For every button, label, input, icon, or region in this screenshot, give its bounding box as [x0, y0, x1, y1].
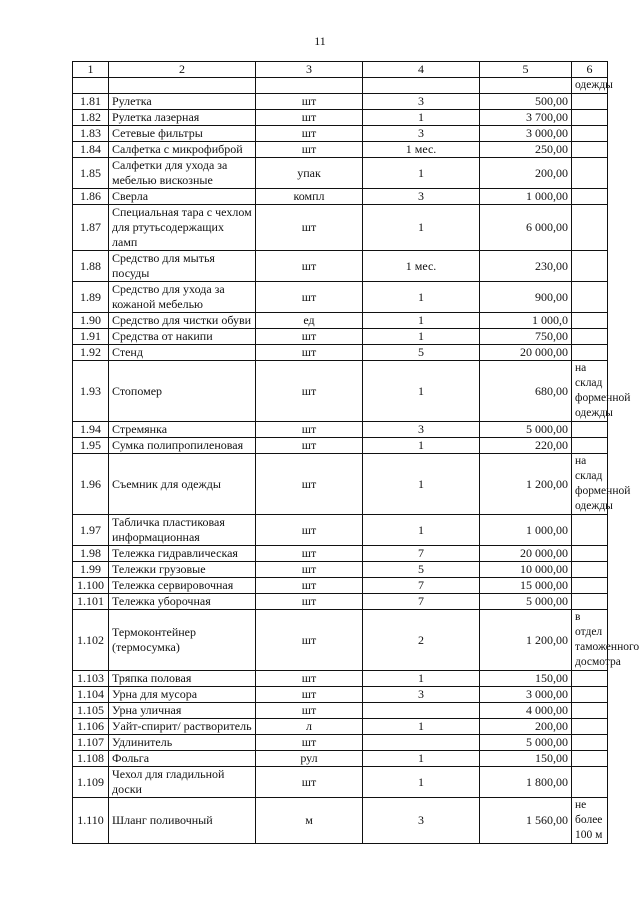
table-row [73, 329, 608, 345]
item-name: Фольга [109, 751, 256, 767]
item-quantity: 7 [363, 546, 480, 562]
item-price: 1 000,00 [480, 515, 572, 546]
table-row [73, 798, 608, 844]
table-row [73, 110, 608, 126]
item-price: 15 000,00 [480, 578, 572, 594]
item-quantity: 3 [363, 189, 480, 205]
column-header-6: 6 [572, 62, 608, 78]
item-quantity: 5 [363, 562, 480, 578]
item-note [572, 189, 608, 205]
item-price: 680,00 [480, 361, 572, 422]
item-quantity: 1 [363, 767, 480, 798]
item-name: Термоконтейнер (термосумка) [109, 610, 256, 671]
item-quantity: 1 [363, 751, 480, 767]
item-note [572, 546, 608, 562]
row-number: 1.110 [73, 798, 109, 844]
item-quantity: 1 мес. [363, 251, 480, 282]
table-row [73, 438, 608, 454]
item-unit: шт [256, 454, 363, 515]
table-row [73, 282, 608, 313]
item-price: 3 700,00 [480, 110, 572, 126]
item-note [572, 345, 608, 361]
table-row [73, 562, 608, 578]
item-note: в отдел таможенного досмотра [572, 610, 608, 671]
item-name: Уайт-спирит/ растворитель [109, 719, 256, 735]
table-row [73, 345, 608, 361]
item-unit: шт [256, 329, 363, 345]
item-unit: шт [256, 110, 363, 126]
item-quantity: 1 мес. [363, 142, 480, 158]
item-unit: шт [256, 94, 363, 110]
item-note [572, 126, 608, 142]
item-note: на склад форменной одежды [572, 361, 608, 422]
item-note [572, 313, 608, 329]
item-name: Съемник для одежды [109, 454, 256, 515]
item-price: 1 200,00 [480, 454, 572, 515]
item-note [572, 719, 608, 735]
item-name: Сетевые фильтры [109, 126, 256, 142]
row-number: 1.103 [73, 671, 109, 687]
item-quantity: 3 [363, 126, 480, 142]
item-quantity: 1 [363, 282, 480, 313]
item-note [572, 515, 608, 546]
item-quantity: 1 [363, 719, 480, 735]
row-number: 1.85 [73, 158, 109, 189]
continuation-note: одежды [572, 78, 608, 94]
item-unit: шт [256, 610, 363, 671]
item-note [572, 735, 608, 751]
item-price: 1 800,00 [480, 767, 572, 798]
item-unit: шт [256, 282, 363, 313]
item-note [572, 282, 608, 313]
item-price: 150,00 [480, 671, 572, 687]
item-name: Средство для мытья посуды [109, 251, 256, 282]
item-name: Тряпка половая [109, 671, 256, 687]
item-unit: шт [256, 361, 363, 422]
row-number: 1.81 [73, 94, 109, 110]
item-price: 4 000,00 [480, 703, 572, 719]
item-note [572, 562, 608, 578]
table-row [73, 578, 608, 594]
item-note [572, 578, 608, 594]
table-row [73, 546, 608, 562]
item-unit: шт [256, 687, 363, 703]
item-unit: шт [256, 703, 363, 719]
item-quantity: 3 [363, 687, 480, 703]
table-row [73, 454, 608, 515]
item-note [572, 110, 608, 126]
item-unit: шт [256, 735, 363, 751]
item-unit: шт [256, 515, 363, 546]
item-note: не более 100 м [572, 798, 608, 844]
row-number: 1.95 [73, 438, 109, 454]
item-name: Тележка гидравлическая [109, 546, 256, 562]
row-number: 1.99 [73, 562, 109, 578]
item-price: 750,00 [480, 329, 572, 345]
item-quantity: 7 [363, 594, 480, 610]
table-row [73, 671, 608, 687]
item-unit: шт [256, 594, 363, 610]
item-price: 900,00 [480, 282, 572, 313]
item-quantity: 3 [363, 422, 480, 438]
item-name: Стремянка [109, 422, 256, 438]
row-number: 1.105 [73, 703, 109, 719]
row-number: 1.84 [73, 142, 109, 158]
item-note [572, 594, 608, 610]
item-unit: ед [256, 313, 363, 329]
item-quantity: 1 [363, 515, 480, 546]
item-name: Стопомер [109, 361, 256, 422]
item-name: Рулетка лазерная [109, 110, 256, 126]
item-quantity: 1 [363, 361, 480, 422]
item-note [572, 251, 608, 282]
row-number: 1.94 [73, 422, 109, 438]
table-row [73, 703, 608, 719]
item-price: 500,00 [480, 94, 572, 110]
item-unit: шт [256, 205, 363, 251]
table-row [73, 515, 608, 546]
item-price: 5 000,00 [480, 422, 572, 438]
item-name: Средства от накипи [109, 329, 256, 345]
item-price: 200,00 [480, 158, 572, 189]
item-price: 1 000,0 [480, 313, 572, 329]
table-row [73, 189, 608, 205]
item-unit: шт [256, 251, 363, 282]
item-name: Тележка сервировочная [109, 578, 256, 594]
row-number: 1.100 [73, 578, 109, 594]
item-name: Тележки грузовые [109, 562, 256, 578]
table-row [73, 361, 608, 422]
item-unit: шт [256, 767, 363, 798]
item-quantity: 1 [363, 313, 480, 329]
item-quantity: 1 [363, 110, 480, 126]
row-number: 1.86 [73, 189, 109, 205]
item-unit: упак [256, 158, 363, 189]
item-unit: м [256, 798, 363, 844]
item-quantity: 1 [363, 671, 480, 687]
row-number: 1.87 [73, 205, 109, 251]
page-number: 11 [314, 34, 326, 48]
item-note [572, 703, 608, 719]
item-price: 20 000,00 [480, 345, 572, 361]
row-number: 1.89 [73, 282, 109, 313]
item-quantity: 1 [363, 158, 480, 189]
item-unit: шт [256, 422, 363, 438]
row-number: 1.88 [73, 251, 109, 282]
row-number: 1.102 [73, 610, 109, 671]
row-number: 1.106 [73, 719, 109, 735]
item-name: Средство для ухода за кожаной мебелью [109, 282, 256, 313]
table-row [73, 751, 608, 767]
item-quantity [363, 735, 480, 751]
row-number: 1.93 [73, 361, 109, 422]
item-unit: шт [256, 345, 363, 361]
item-quantity [363, 703, 480, 719]
item-note [572, 422, 608, 438]
table-row [73, 687, 608, 703]
item-unit: шт [256, 671, 363, 687]
item-unit: шт [256, 578, 363, 594]
item-name: Стенд [109, 345, 256, 361]
row-number: 1.101 [73, 594, 109, 610]
item-quantity: 1 [363, 438, 480, 454]
item-quantity: 1 [363, 329, 480, 345]
item-name: Салфетка с микрофиброй [109, 142, 256, 158]
table-row [73, 313, 608, 329]
item-name: Табличка пластиковая информационная [109, 515, 256, 546]
item-name: Урна для мусора [109, 687, 256, 703]
item-name: Специальная тара с чехлом для ртутьсодержащих ламп [109, 205, 256, 251]
item-price: 5 000,00 [480, 735, 572, 751]
item-price: 150,00 [480, 751, 572, 767]
item-unit: шт [256, 562, 363, 578]
table-row [73, 158, 608, 189]
table-row [73, 205, 608, 251]
item-price: 220,00 [480, 438, 572, 454]
row-number: 1.104 [73, 687, 109, 703]
item-price: 20 000,00 [480, 546, 572, 562]
item-unit: шт [256, 126, 363, 142]
row-number: 1.97 [73, 515, 109, 546]
item-price: 3 000,00 [480, 126, 572, 142]
item-name: Удлинитель [109, 735, 256, 751]
item-note [572, 751, 608, 767]
table-header [73, 62, 608, 78]
item-name: Сумка полипропиленовая [109, 438, 256, 454]
item-name: Сверла [109, 189, 256, 205]
item-price: 3 000,00 [480, 687, 572, 703]
row-number: 1.109 [73, 767, 109, 798]
item-unit: шт [256, 546, 363, 562]
item-note: на склад форменной одежды [572, 454, 608, 515]
item-note [572, 767, 608, 798]
table-row [73, 719, 608, 735]
column-header-2: 2 [109, 62, 256, 78]
item-unit: л [256, 719, 363, 735]
column-header-1: 1 [73, 62, 109, 78]
table-row [73, 126, 608, 142]
item-name: Чехол для гладильной доски [109, 767, 256, 798]
item-price: 200,00 [480, 719, 572, 735]
item-quantity: 3 [363, 94, 480, 110]
item-note [572, 687, 608, 703]
item-name: Средство для чистки обуви [109, 313, 256, 329]
item-price: 1 000,00 [480, 189, 572, 205]
row-number: 1.92 [73, 345, 109, 361]
item-price: 10 000,00 [480, 562, 572, 578]
item-unit: компл [256, 189, 363, 205]
item-quantity: 5 [363, 345, 480, 361]
item-name: Салфетки для ухода за мебелью вискозные [109, 158, 256, 189]
row-number: 1.82 [73, 110, 109, 126]
items-table [72, 61, 640, 844]
continuation-row [73, 78, 608, 94]
table-row [73, 735, 608, 751]
table-body [73, 78, 640, 844]
item-price: 1 200,00 [480, 610, 572, 671]
item-note [572, 671, 608, 687]
column-header-3: 3 [256, 62, 363, 78]
table-row [73, 422, 608, 438]
item-name: Рулетка [109, 94, 256, 110]
item-quantity: 1 [363, 454, 480, 515]
item-unit: рул [256, 751, 363, 767]
table-row [73, 610, 608, 671]
item-quantity: 3 [363, 798, 480, 844]
row-number: 1.108 [73, 751, 109, 767]
item-name: Урна уличная [109, 703, 256, 719]
item-price: 5 000,00 [480, 594, 572, 610]
row-number: 1.83 [73, 126, 109, 142]
table-row [73, 251, 608, 282]
item-note [572, 329, 608, 345]
item-quantity: 1 [363, 205, 480, 251]
item-unit: шт [256, 438, 363, 454]
table-row [73, 94, 608, 110]
column-header-5: 5 [480, 62, 572, 78]
item-note [572, 438, 608, 454]
item-price: 1 560,00 [480, 798, 572, 844]
item-price: 6 000,00 [480, 205, 572, 251]
row-number: 1.107 [73, 735, 109, 751]
item-note [572, 205, 608, 251]
item-note [572, 158, 608, 189]
row-number: 1.91 [73, 329, 109, 345]
row-number: 1.98 [73, 546, 109, 562]
table-row [73, 594, 608, 610]
item-price: 250,00 [480, 142, 572, 158]
item-quantity: 7 [363, 578, 480, 594]
row-number: 1.90 [73, 313, 109, 329]
item-note [572, 142, 608, 158]
table-row [73, 767, 608, 798]
item-name: Тележка уборочная [109, 594, 256, 610]
item-quantity: 2 [363, 610, 480, 671]
item-note [572, 94, 608, 110]
row-number: 1.96 [73, 454, 109, 515]
table-row [73, 142, 608, 158]
column-header-4: 4 [363, 62, 480, 78]
item-unit: шт [256, 142, 363, 158]
item-name: Шланг поливочный [109, 798, 256, 844]
item-price: 230,00 [480, 251, 572, 282]
